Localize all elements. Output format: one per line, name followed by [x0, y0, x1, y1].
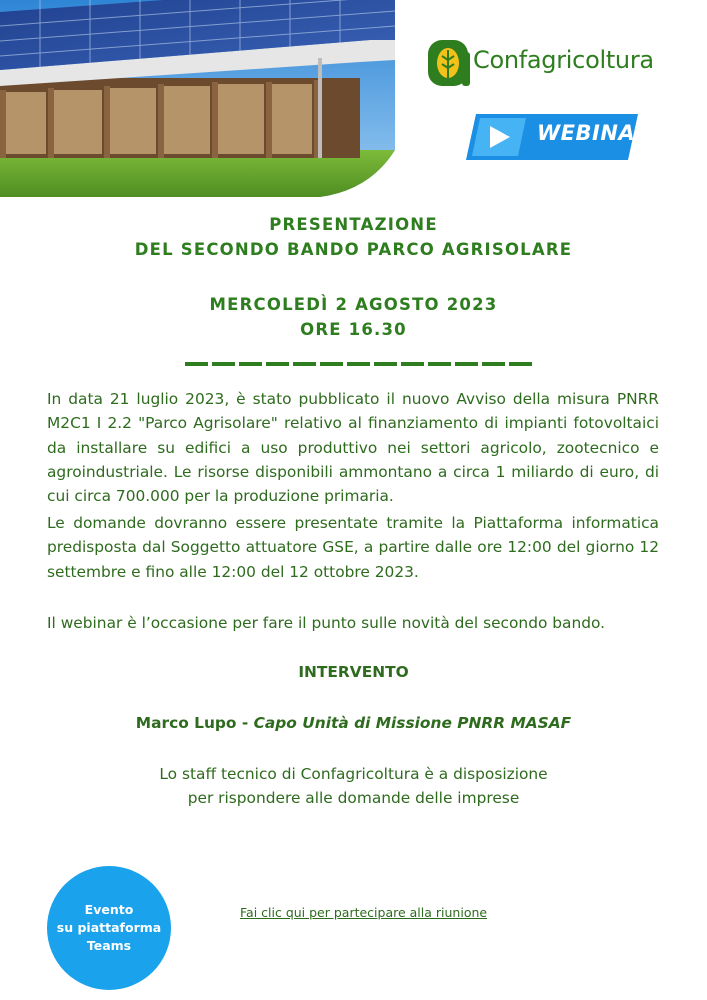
- staff-note-line-2: per rispondere alle domande delle imprese: [187, 789, 520, 807]
- badge-line-2: su piattaforma: [56, 920, 162, 935]
- webinar-label: WEBINAR: [537, 121, 652, 145]
- brand-name: Confagricoltura: [473, 46, 654, 74]
- join-meeting-link[interactable]: Fai clic qui per partecipare alla riunione: [240, 905, 488, 920]
- staff-note-line-1: Lo staff tecnico di Confagricoltura è a disposizione: [159, 765, 548, 783]
- teams-event-badge: [47, 866, 171, 990]
- speaker-name: Marco Lupo -: [135, 714, 254, 732]
- hero-image: [0, 0, 395, 197]
- title-line-1: PRESENTAZIONE: [269, 215, 438, 234]
- title-line-2: DEL SECONDO BANDO PARCO AGRISOLARE: [134, 240, 573, 259]
- body-paragraph-2: Le domande dovranno essere presentate tramite la Piattaforma informatica predisposta dal Soggetto attuatore GSE, a partire dalle ore 12:00 del giorno 12 settembre e fino alle 12:00 del 12 ottobre 2023.: [47, 514, 659, 581]
- event-title: [0, 212, 707, 262]
- date-time: ORE 16.30: [300, 320, 407, 339]
- intervento-heading: INTERVENTO: [298, 663, 409, 681]
- staff-note: [0, 762, 707, 810]
- date-day: MERCOLEDÌ 2 AGOSTO 2023: [209, 295, 498, 314]
- badge-line-3: Teams: [86, 938, 132, 953]
- body-paragraph-1: In data 21 luglio 2023, è stato pubblicato il nuovo Avviso della misura PNRR M2C1 I 2.2 "Parco Agrisolare" relativo al finanziamento di impianti fotovoltaici da installare su edifici a uso produttivo nei settori agricolo, zootecnico e agroindustriale. Le risorse disponibili ammontano a circa 1 miliardo di euro, di cui circa 700.000 per la produzione primaria.: [47, 390, 659, 506]
- body-paragraph-3: Il webinar è l’occasione per fare il punto sulle novità del secondo bando.: [47, 614, 606, 632]
- dashed-divider: [185, 362, 540, 366]
- speaker: [0, 711, 707, 735]
- event-date: [0, 292, 707, 342]
- speaker-role: Capo Unità di Missione PNRR MASAF: [253, 714, 572, 732]
- badge-line-1: Evento: [84, 902, 134, 917]
